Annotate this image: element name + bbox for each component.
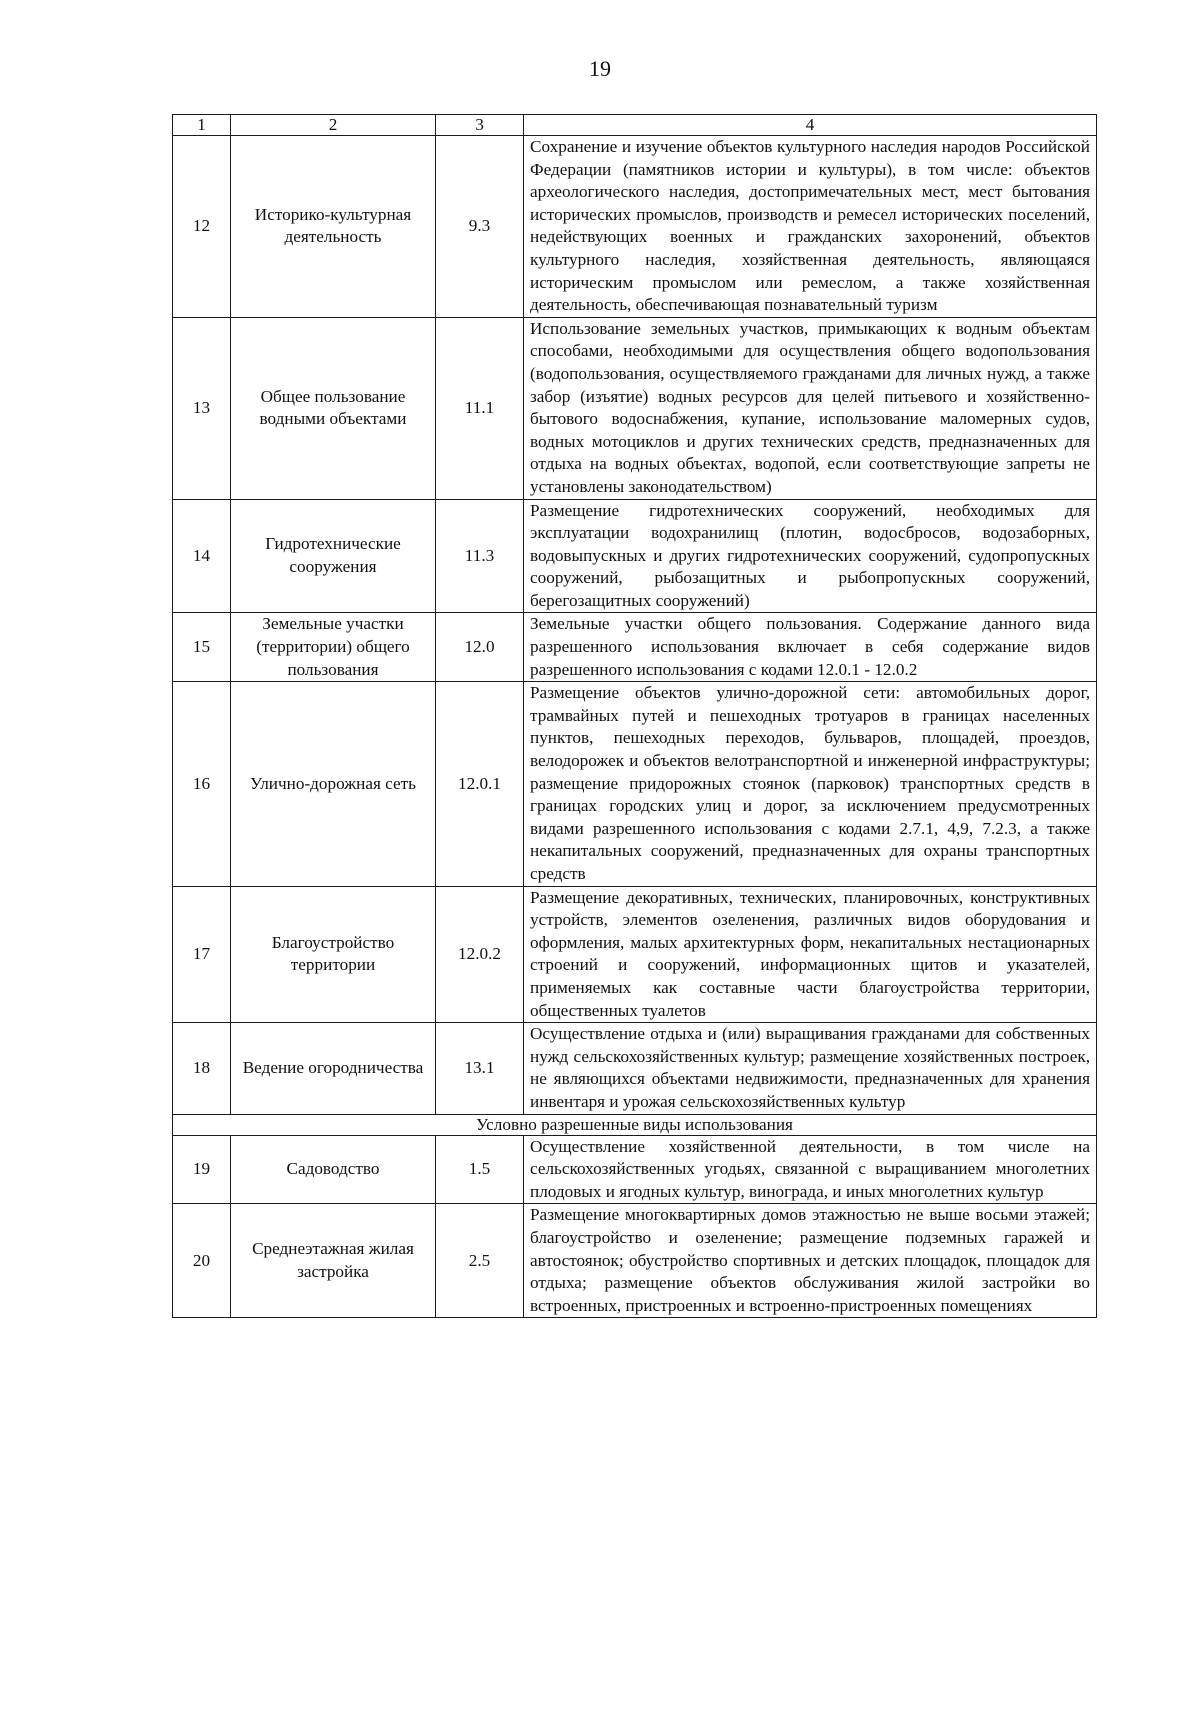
use-type-description: Размещение объектов улично-дорожной сети: автомобильных дорог, трамвайных путей и пешеходных тротуаров в границах населенных пунктов, пешеходных переходов, бульваров, площадей, проездов, велодорожек и объектов велотранспортной и инженерной инфраструктуры; размещение придорожных стоянок (парковок) транспортных средств в границах городских улиц и дорог, за исключением предусмотренных видами разрешенного использования с кодами 2.7.1, 4,9, 7.2.3, а также некапитальных сооружений, предназначенных для охраны транспортных средств [524, 682, 1097, 886]
header-cell-4: 4 [524, 115, 1097, 136]
row-number: 17 [173, 886, 231, 1023]
use-type-name: Благоустройство территории [231, 886, 436, 1023]
table-row [173, 886, 1097, 1023]
use-type-description: Использование земельных участков, примыкающих к водным объектам способами, необходимыми для осуществления общего водопользования (водопользования, осуществляемого гражданами для личных нужд, а также забор (изъятие) водных ресурсов для целей питьевого и хозяйственно-бытового водоснабжения, купание, использование маломерных судов, водных мотоциклов и других технических средств, предназначенных для отдыха на водных объектах, водопой, если соответствующие запреты не установлены законодательством) [524, 317, 1097, 499]
use-type-name: Земельные участки (территории) общего пользования [231, 613, 436, 682]
use-type-description: Сохранение и изучение объектов культурного наследия народов Российской Федерации (памятников истории и культуры), в том числе: объектов археологического наследия, достопримечательных мест, мест бытования исторических промыслов, производств и ремесел исторических поселений, недействующих военных и гражданских захоронений, объектов культурного наследия, хозяйственная деятельность, являющаяся историческим промыслом или ремеслом, а также хозяйственная деятельность, обеспечивающая познавательный туризм [524, 136, 1097, 318]
use-type-code: 12.0 [436, 613, 524, 682]
use-type-code: 12.0.1 [436, 682, 524, 886]
header-cell-3: 3 [436, 115, 524, 136]
use-type-code: 12.0.2 [436, 886, 524, 1023]
use-type-description: Осуществление отдыха и (или) выращивания гражданами для собственных нужд сельскохозяйственных культур; размещение хозяйственных построек, не являющихся объектами недвижимости, предназначенных для хранения инвентаря и урожая сельскохозяйственных культур [524, 1023, 1097, 1114]
use-type-name: Историко-культурная деятельность [231, 136, 436, 318]
use-type-name: Гидротехнические сооружения [231, 499, 436, 613]
row-number: 13 [173, 317, 231, 499]
use-type-code: 13.1 [436, 1023, 524, 1114]
use-type-name: Ведение огородничества [231, 1023, 436, 1114]
section-title: Условно разрешенные виды использования [173, 1114, 1097, 1135]
use-type-description: Осуществление хозяйственной деятельности, в том числе на сельскохозяйственных угодьях, связанной с выращиванием многолетних плодовых и ягодных культур, винограда, и иных многолетних культур [524, 1135, 1097, 1204]
page-number: 19 [589, 56, 611, 81]
table-row [173, 1023, 1097, 1114]
row-number: 14 [173, 499, 231, 613]
section-header-row [173, 1114, 1097, 1135]
use-type-name: Среднеэтажная жилая застройка [231, 1204, 436, 1318]
land-use-table [172, 114, 1097, 1318]
row-number: 18 [173, 1023, 231, 1114]
row-number: 15 [173, 613, 231, 682]
use-type-code: 11.3 [436, 499, 524, 613]
use-type-name: Улично-дорожная сеть [231, 682, 436, 886]
header-cell-2: 2 [231, 115, 436, 136]
table-row [173, 613, 1097, 682]
use-type-description: Размещение декоративных, технических, планировочных, конструктивных устройств, элементов озеленения, различных видов оборудования и оформления, малых архитектурных форм, некапитальных нестационарных строений и сооружений, информационных щитов и указателей, применяемых как составные части благоустройства территории, общественных туалетов [524, 886, 1097, 1023]
use-type-description: Земельные участки общего пользования. Содержание данного вида разрешенного использования включает в себя содержание видов разрешенного использования с кодами 12.0.1 - 12.0.2 [524, 613, 1097, 682]
use-type-description: Размещение многоквартирных домов этажностью не выше восьми этажей; благоустройство и озеленение; размещение подземных гаражей и автостоянок; обустройство спортивных и детских площадок, площадок для отдыха; размещение объектов обслуживания жилой застройки во встроенных, пристроенных и встроенно-пристроенных помещениях [524, 1204, 1097, 1318]
header-cell-1: 1 [173, 115, 231, 136]
table-row [173, 1135, 1097, 1204]
use-type-code: 11.1 [436, 317, 524, 499]
row-number: 16 [173, 682, 231, 886]
row-number: 12 [173, 136, 231, 318]
row-number: 19 [173, 1135, 231, 1204]
table-row [173, 499, 1097, 613]
table-row [173, 317, 1097, 499]
table-row [173, 1204, 1097, 1318]
row-number: 20 [173, 1204, 231, 1318]
use-type-code: 2.5 [436, 1204, 524, 1318]
use-type-name: Общее пользование водными объектами [231, 317, 436, 499]
use-type-description: Размещение гидротехнических сооружений, необходимых для эксплуатации водохранилищ (плотин, водосбросов, водозаборных, водовыпускных и других гидротехнических сооружений, судопропускных сооружений, рыбозащитных и рыбопропускных сооружений, берегозащитных сооружений) [524, 499, 1097, 613]
table-row [173, 682, 1097, 886]
use-type-code: 9.3 [436, 136, 524, 318]
table-row [173, 136, 1097, 318]
table-header-row [173, 115, 1097, 136]
use-type-name: Садоводство [231, 1135, 436, 1204]
use-type-code: 1.5 [436, 1135, 524, 1204]
